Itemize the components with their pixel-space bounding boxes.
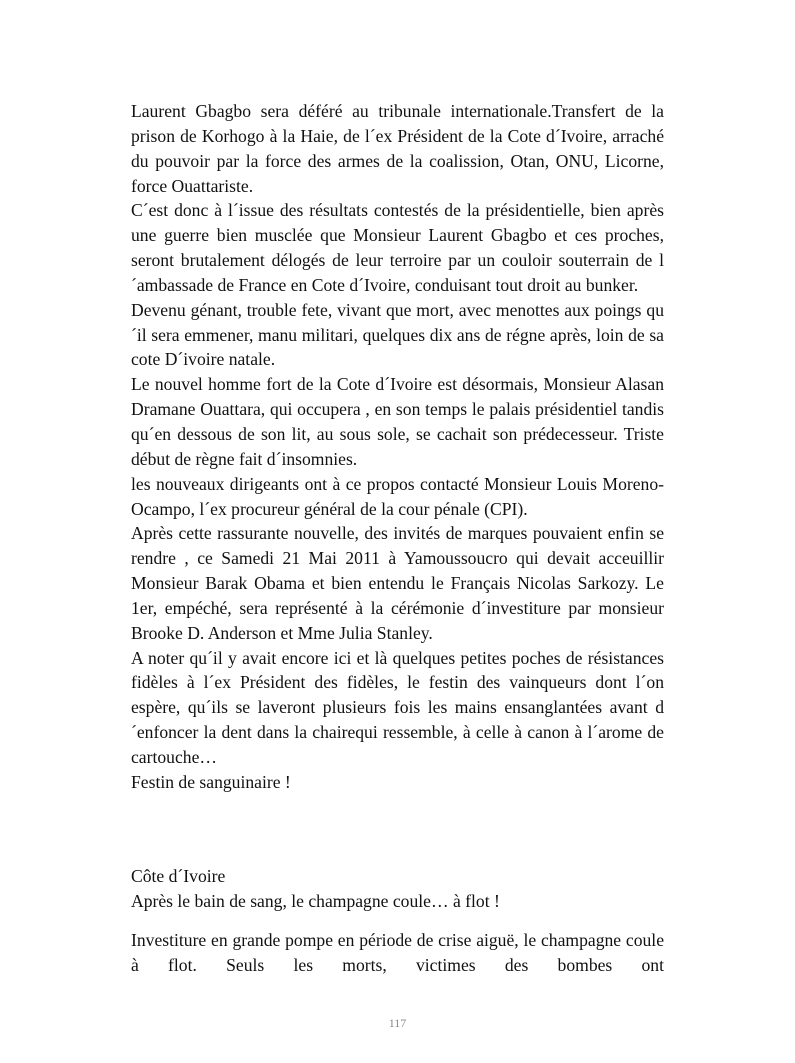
article-body <box>131 99 664 795</box>
paragraph-new-leader: Le nouvel homme fort de la Cote d´Ivoire est désormais, Monsieur Alasan Dramane Ouattara, qui occupera , en son temps le palais présidentiel tandis qu´en dessous de son lit, au sous sole, se cachait son prédecesseur. Triste début de règne fait d´insomnies. <box>131 374 664 469</box>
section-body <box>131 928 664 978</box>
paragraph-cpi: les nouveaux dirigeants ont à ce propos contacté Monsieur Louis Moreno-Ocampo, l´ex procureur général de la cour pénale (CPI). <box>131 473 664 519</box>
section-subtitle: Après le bain de sang, le champagne coule… à flot ! <box>131 890 500 911</box>
section-heading <box>131 864 664 914</box>
paragraph-closing-line: Festin de sanguinaire ! <box>131 771 291 792</box>
paragraph-inauguration: Après cette rassurante nouvelle, des invités de marques pouvaient enfin se rendre , ce Samedi 21 Mai 2011 à Yamoussoucro qui devait acceuillir Monsieur Barak Obama et bien entendu le Français Nicolas Sarkozy. Le 1er, empéché, sera représenté à la cérémonie d´investiture par monsieur Brooke D. Anderson et Mme Julia Stanley. <box>131 523 664 643</box>
paragraph-transfer: Laurent Gbagbo sera déféré au tribunale internationale.Transfert de la prison de Korhogo à la Haie, de l´ex Président de la Cote d´Ivoire, arraché du pouvoir par la force des armes de la coalission, Otan, ONU, Licorne, force Ouattariste. <box>131 101 664 196</box>
paragraph-bunker: C´est donc à l´issue des résultats contestés de la présidentielle, bien après une guerre bien musclée que Monsieur Laurent Gbagbo et ces proches, seront brutalement délogés de leur terroire par un couloir souterrain de l´ambassade de France en Cote d´Ivoire, conduisant tout droit au bunker. <box>131 200 664 295</box>
page-number: 117 <box>388 1016 407 1030</box>
paragraph-arrest: Devenu génant, trouble fete, vivant que mort, avec menottes aux poings qu´il sera emmener, manu militari, quelques dix ans de régne après, loin de sa cote D´ivoire natale. <box>131 299 664 370</box>
paragraph-investiture: Investiture en grande pompe en période de crise aiguë, le champagne coule à flot. Seuls les morts, victimes des bombes ont <box>131 930 664 975</box>
section-title: Côte d´Ivoire <box>131 866 226 886</box>
paragraph-resistance: A noter qu´il y avait encore ici et là quelques petites poches de résistances fidèles à l´ex Président des fidèles, le festin des vainqueurs dont l´on espère, qu´ils se laveront plusieurs fois les mains ensanglantées avant d´enfoncer la dent dans la chairequi ressemble, à celle à canon à l´arome de cartouche… <box>131 647 664 767</box>
